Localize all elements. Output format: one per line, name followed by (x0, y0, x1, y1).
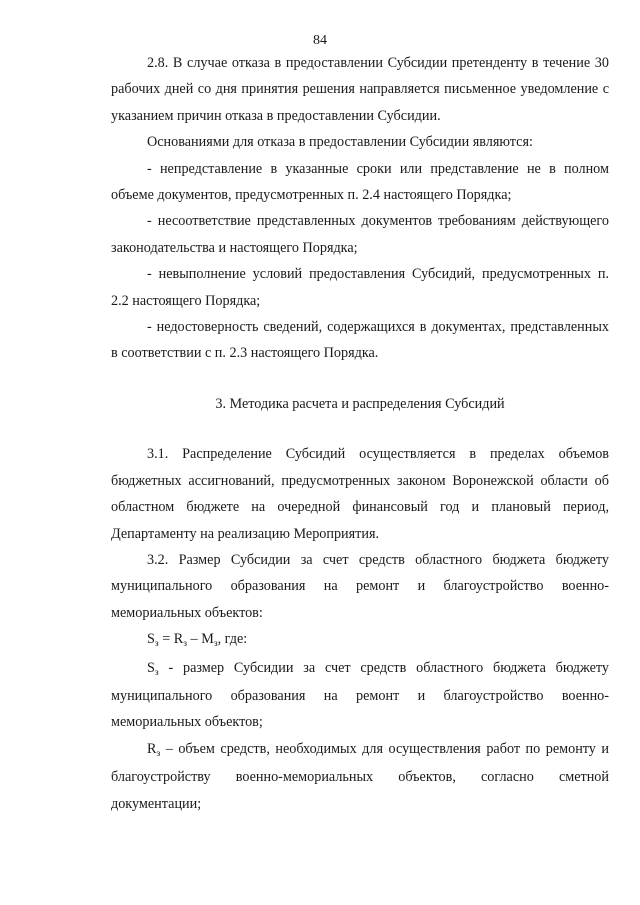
refusal-ground-1: - непредставление в указанные сроки или представление не в полном объеме документов, предусмотренных п. 2.4 настоящего Порядка; (111, 160, 609, 204)
formula-r-subscript: з (183, 639, 187, 650)
paragraph-2-8: 2.8. В случае отказа в предоставлении Субсидии претенденту в течение 30 рабочих дней со дня принятия решения направляется письменное уведомление с указанием причин отказа в предоставлении Субсидии. (111, 55, 609, 124)
formula-s-subscript: з (154, 639, 159, 650)
formula-minus: – (187, 631, 202, 648)
paragraph-3-1: 3.1. Распределение Субсидий осуществляется в пределах объемов бюджетных ассигнований, предусмотренных законом Воронежской области об областном бюджете на очередной финансовый год и плановый период, Департаменту на реализацию Мероприятия. (111, 446, 609, 542)
definition-r-text: – объем средств, необходимых для осуществления работ по ремонту и благоустройству военно-мемориальных объектов, согласно сметной документации; (111, 740, 609, 812)
document-body (111, 50, 609, 817)
refusal-ground-2: - несоответствие представленных документов требованиям действующего законодательства и настоящего Порядка; (111, 213, 609, 256)
paragraph-3-2: 3.2. Размер Субсидии за счет средств областного бюджета бюджету муниципального образования на ремонт и благоустройство военно-мемориальных объектов: (111, 551, 609, 621)
definition-r-subscript: з (156, 748, 161, 759)
definition-s-symbol: S (147, 659, 155, 676)
formula-r-symbol: R (173, 631, 184, 648)
definition-s (111, 655, 609, 736)
definition-s-text: - размер Субсидии за счет средств областного бюджета бюджету муниципального образования на ремонт и благоустройство военно-мемориальных объектов; (111, 659, 609, 731)
subsidy-formula (111, 626, 609, 654)
definition-s-subscript: з (154, 667, 159, 678)
formula-equals: = (158, 631, 174, 648)
definition-r-symbol: R (147, 740, 157, 757)
formula-m-symbol: M (201, 631, 214, 648)
formula-m-subscript: з (213, 639, 218, 650)
page-number: 84 (313, 33, 327, 48)
section-3-heading: 3. Методика расчета и распределения Субсидий (215, 395, 505, 412)
formula-s-symbol: S (147, 631, 155, 648)
formula-tail: , где: (217, 631, 248, 648)
refusal-grounds-intro: Основаниями для отказа в предоставлении Субсидии являются: (147, 134, 533, 151)
refusal-ground-3: - невыполнение условий предоставления Субсидий, предусмотренных п. 2.2 настоящего Порядка; (111, 266, 609, 309)
definition-r (111, 736, 609, 817)
refusal-ground-4: - недостоверность сведений, содержащихся в документах, представленных в соответствии с п. 2.3 настоящего Порядка. (111, 319, 609, 362)
